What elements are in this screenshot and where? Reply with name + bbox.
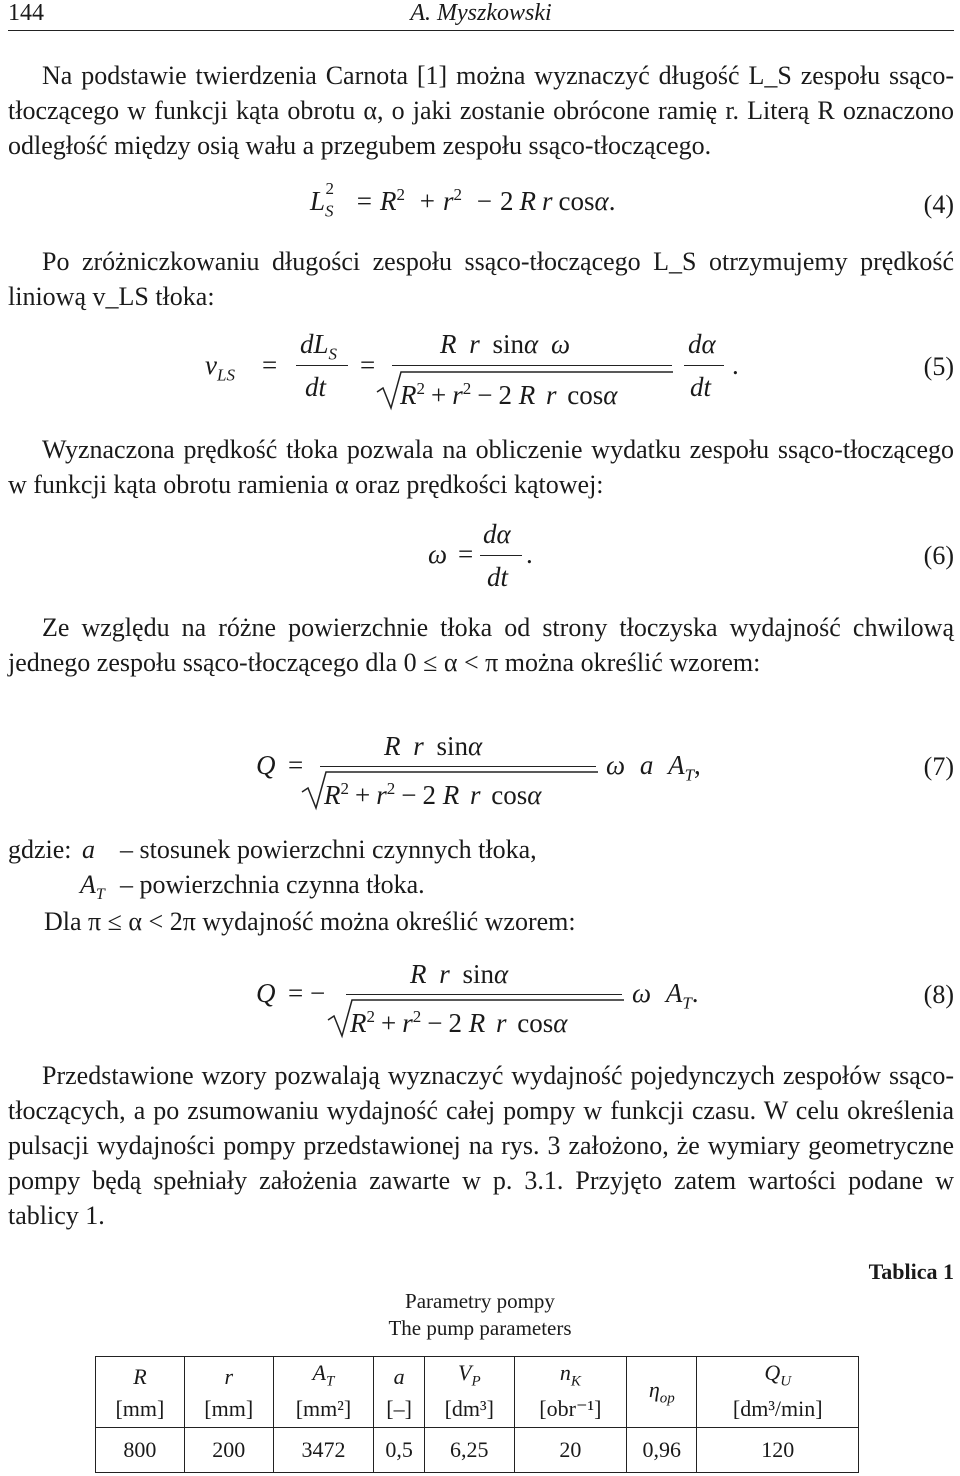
value-cell: 120 <box>697 1428 859 1473</box>
unit-cell: [–] <box>374 1390 425 1428</box>
equation-number-4: (4) <box>923 190 954 219</box>
definition-a-symbol: a <box>82 835 95 864</box>
equation-number-5: (5) <box>923 352 954 381</box>
unit-cell: [mm²] <box>273 1390 374 1428</box>
table-caption-pl: Parametry pompy <box>405 1289 555 1313</box>
header-AT: $A_T$ <box>273 1357 374 1391</box>
table-label: Tablica 1 <box>868 1259 954 1284</box>
paragraph-6: Przedstawione wzory pozwalają wyznaczyć wydajność pojedynczych zespołów ssąco-tłoczących, a po zsumowaniu wydajność całej pompy w funkcji czasu. W celu określenia pulsacji wydajności pompy przedstawionej na rys. 3 założono, że wymiary geometryczne pompy będą spełniały założenia zawarte w p. 3.1. Przyjęto zatem wartości podane w tablicy 1. <box>8 1061 954 1230</box>
header-QU: $Q_U$ <box>697 1357 859 1391</box>
definition-at: – powierzchnia czynna tłoka. <box>120 870 425 899</box>
header-rule <box>8 30 954 31</box>
value-cell: 6,25 <box>424 1428 514 1473</box>
value-cell: 0,96 <box>627 1428 697 1473</box>
paragraph-2: Po zróżniczkowaniu długości zespołu ssąco-tłoczącego L_S otrzymujemy prędkość liniową v_LS tłoka: <box>8 247 954 311</box>
header-VP: $V_P$ <box>424 1357 514 1391</box>
value-cell: 0,5 <box>374 1428 425 1473</box>
value-cell: 800 <box>96 1428 185 1473</box>
unit-cell: [obr⁻¹] <box>514 1390 627 1428</box>
unit-cell: [dm³/min] <box>697 1390 859 1428</box>
running-header-author: A. Myszkowski <box>410 0 552 26</box>
table-header-row <box>96 1357 859 1391</box>
value-cell: 3472 <box>273 1428 374 1473</box>
unit-cell: [dm³] <box>424 1390 514 1428</box>
paragraph-4: Ze względu na różne powierzchnie tłoka od strony tłoczyska wydajność chwilową jednego zespołu ssąco-tłoczącego dla 0 ≤ α < π można określić wzorem: <box>8 613 954 677</box>
definition-at-symbol: $A_T$ <box>80 870 105 904</box>
value-cell: 20 <box>514 1428 627 1473</box>
header-a: a <box>374 1357 425 1391</box>
unit-cell: [mm] <box>96 1390 185 1428</box>
equation-4: $L_S^2 = R^2 + r^2 - 2$ R r cosα. <box>310 179 616 221</box>
paragraph-5: Dla π ≤ α < 2π wydajność można określić wzorem: <box>44 907 576 936</box>
equation-number-8: (8) <box>923 980 954 1009</box>
value-cell: 200 <box>184 1428 273 1473</box>
header-eta-op: $\eta_{op}$ <box>627 1357 697 1428</box>
equation-number-6: (6) <box>923 541 954 570</box>
paragraph-3: Wyznaczona prędkość tłoka pozwala na obliczenie wydatku zespołu ssąco-tłoczącego w funkcji kąta obrotu ramienia α oraz prędkości kątowej: <box>8 435 954 499</box>
table-units-row <box>96 1390 859 1428</box>
equation-number-7: (7) <box>923 752 954 781</box>
definition-a: – stosunek powierzchni czynnych tłoka, <box>120 835 537 864</box>
header-r: r <box>184 1357 273 1391</box>
unit-cell: [mm] <box>184 1390 273 1428</box>
header-R: R <box>96 1357 185 1391</box>
paragraph-1: Na podstawie twierdzenia Carnota [1] można wyznaczyć długość L_S zespołu ssąco-tłoczącego w funkcji kąta obrotu α, o jaki zostanie obrócone ramię r. Literą R oznaczono odległość między osią wału a przegubem zespołu ssąco-tłoczącego. <box>8 61 954 160</box>
table-caption-en: The pump parameters <box>388 1316 572 1340</box>
where-label: gdzie: <box>8 835 72 864</box>
pump-parameters-table <box>95 1356 859 1473</box>
header-nK: $n_K$ <box>514 1357 627 1391</box>
page-number: 144 <box>8 0 44 26</box>
table-row <box>96 1428 859 1473</box>
